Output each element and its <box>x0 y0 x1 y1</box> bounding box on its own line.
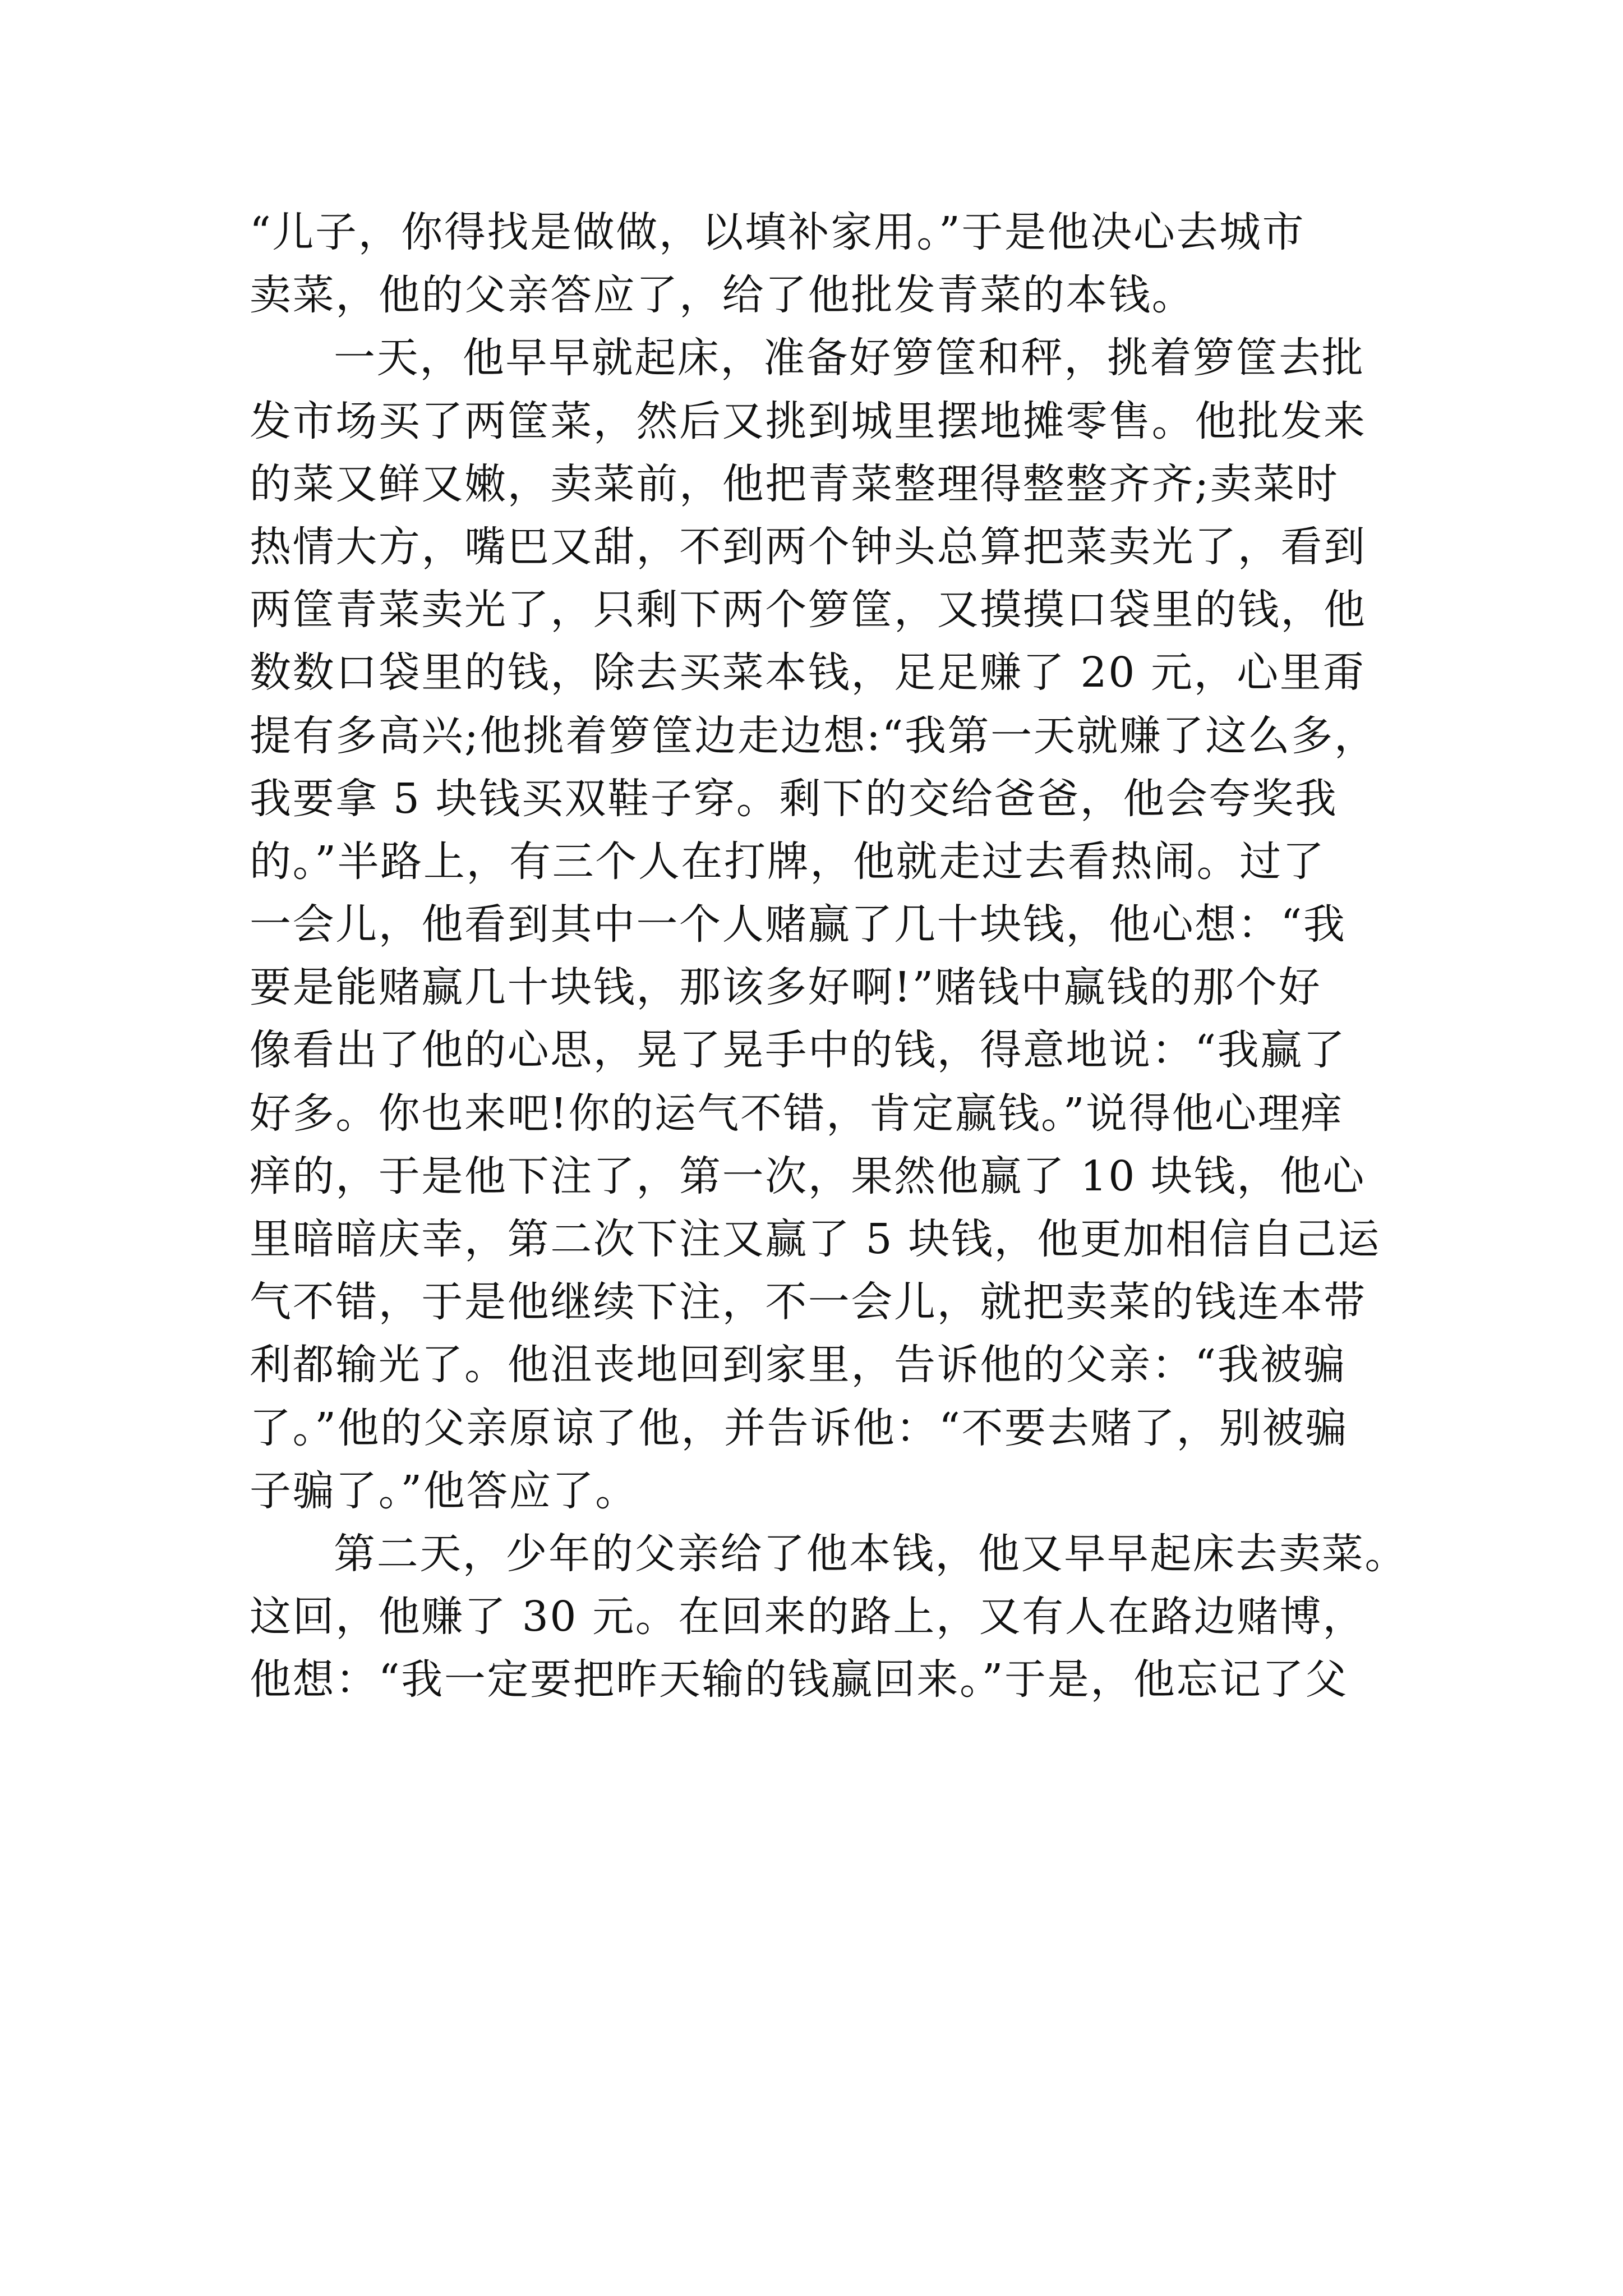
text-line: 子骗了。”他答应了。 <box>250 1466 638 1515</box>
text-line: 发市场买了两筐菜，然后又挑到城里摆地摊零售。他批发来 <box>250 397 1367 445</box>
text-line: 利都输光了。他沮丧地回到家里，告诉他的父亲：“我被骗 <box>250 1341 1347 1389</box>
text-line: 的菜又鲜又嫩，卖菜前，他把青菜整理得整整齐齐;卖菜时 <box>250 459 1339 508</box>
body-text <box>250 201 1408 1711</box>
text-line: 气不错，于是他继续下注，不一会儿，就把卖菜的钱连本带 <box>250 1278 1367 1327</box>
text-line: 数数口袋里的钱，除去买菜本钱，足足赚了 20 元，心里甭 <box>250 648 1366 697</box>
text-line: 一会儿，他看到其中一个人赌赢了几十块钱，他心想：“我 <box>250 900 1347 949</box>
text-line: 了。”他的父亲原谅了他，并告诉他：“不要去赌了，别被骗 <box>250 1404 1348 1452</box>
text-line: 这回，他赚了 30 元。在回来的路上，又有人在路边赌博， <box>250 1593 1366 1641</box>
text-line: 痒的，于是他下注了，第一次，果然他赢了 10 块钱，他心 <box>250 1152 1366 1200</box>
text-line: 好多。你也来吧!你的运气不错，肯定赢钱。”说得他心理痒 <box>250 1089 1344 1138</box>
text-line: 两筐青菜卖光了，只剩下两个箩筐，又摸摸口袋里的钱，他 <box>250 586 1367 634</box>
text-line: 里暗暗庆幸，第二次下注又赢了 5 块钱，他更加相信自己运 <box>250 1215 1381 1263</box>
text-line: 卖菜，他的父亲答应了，给了他批发青菜的本钱。 <box>250 271 1195 320</box>
text-line: 他想：“我一定要把昨天输的钱赢回来。”于是，他忘记了父 <box>250 1655 1348 1704</box>
text-line: 的。”半路上，有三个人在打牌，他就走过去看热闹。过了 <box>250 837 1326 886</box>
text-line: 热情大方，嘴巴又甜，不到两个钟头总算把菜卖光了，看到 <box>250 522 1367 571</box>
text-line: 提有多高兴;他挑着箩筐边走边想:“我第一天就赚了这么多， <box>250 711 1377 760</box>
text-line: “儿子，你得找是做做，以填补家用。”于是他决心去城市 <box>250 208 1306 256</box>
text-line: 像看出了他的心思，晃了晃手中的钱，得意地说：“我赢了 <box>250 1026 1347 1075</box>
text-line: 一天，他早早就起床，准备好箩筐和秤，挑着箩筐去批 <box>334 334 1365 383</box>
text-line: 我要拿 5 块钱买双鞋子穿。剩下的交给爸爸，他会夸奖我 <box>250 774 1338 823</box>
text-line: 第二天，少年的父亲给了他本钱，他又早早起床去卖菜。 <box>334 1529 1408 1578</box>
text-line: 要是能赌赢几十块钱，那该多好啊!”赌钱中赢钱的那个好 <box>250 963 1322 1012</box>
